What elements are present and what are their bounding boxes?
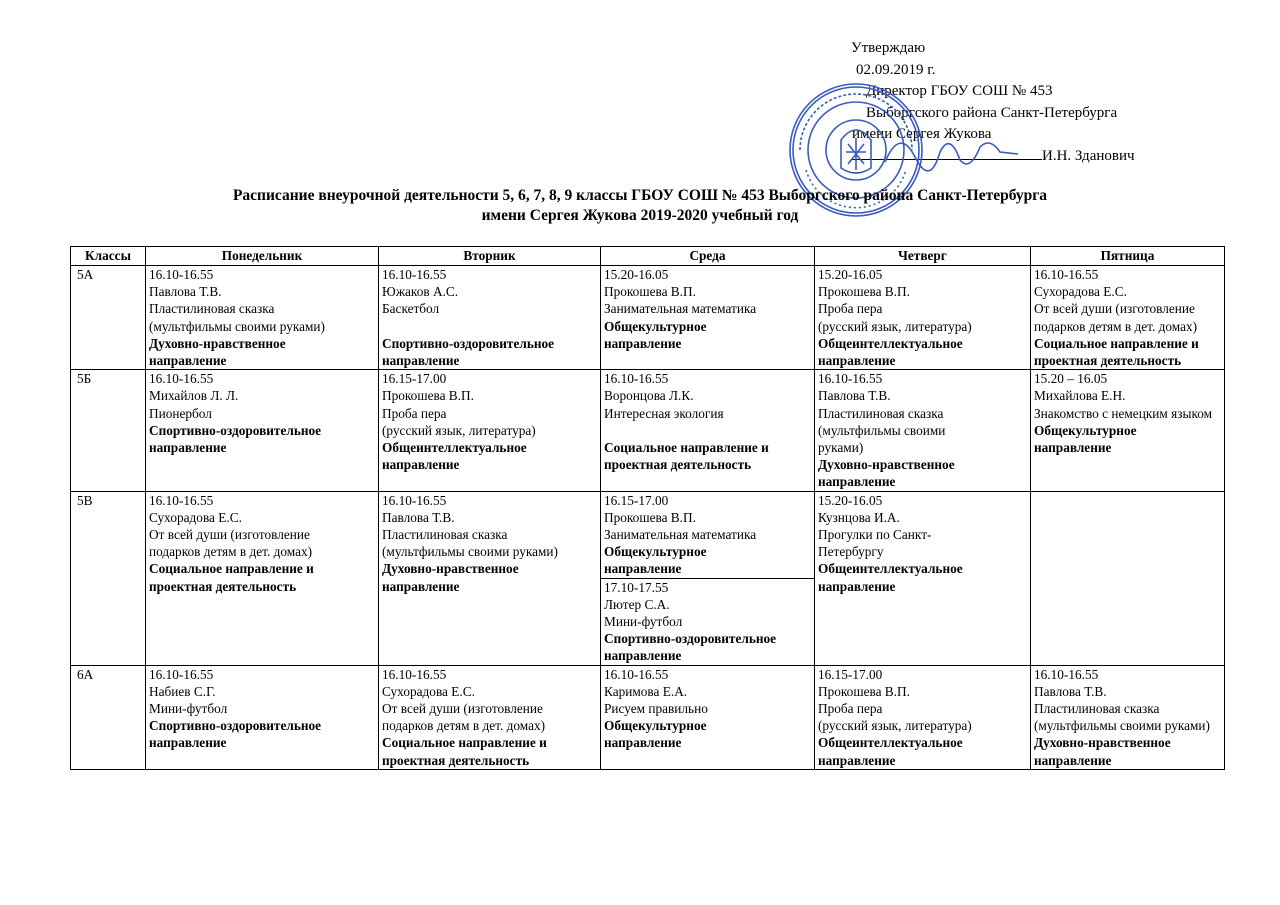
schedule-cell (146, 491, 379, 665)
activity-teacher: Лютер С.А. (604, 596, 670, 612)
activity-name: подарков детям в дет. домах) (1034, 318, 1198, 334)
activity-name: подарков детям в дет. домах) (382, 718, 546, 734)
activity-time: 15.20-16.05 (604, 267, 669, 282)
class-cell: 5Б (71, 370, 146, 491)
activity-teacher: Прокошева В.П. (604, 284, 696, 300)
schedule-cell (601, 370, 815, 491)
activity-direction: Духовно-нравственное (382, 561, 519, 577)
schedule-cell (1031, 370, 1225, 491)
schedule-cell (601, 491, 815, 665)
activity-teacher: Павлова Т.В. (1034, 683, 1107, 699)
class-cell: 5В (71, 491, 146, 665)
schedule-cell (1031, 491, 1225, 665)
activity-time: 16.10-16.55 (149, 666, 214, 682)
schedule-cell (815, 266, 1031, 370)
activity-direction: Спортивно-оздоровительное (604, 631, 777, 647)
activity-name: Проба пера (382, 405, 447, 421)
approval-signatory: И.Н. Зданович (1042, 147, 1135, 164)
activity-direction: направление (818, 752, 896, 768)
activity-direction: направление (818, 578, 896, 594)
activity-time: 16.10-16.55 (604, 371, 669, 387)
activity-teacher: Павлова Т.В. (818, 388, 891, 404)
activity-name (604, 422, 811, 439)
header-wednesday: Среда (601, 247, 815, 266)
activity-time: 16.10-16.55 (382, 492, 447, 508)
activity-teacher: Прокошева В.П. (818, 683, 910, 699)
activity-direction: Общеинтеллектуальное (818, 561, 963, 577)
activity-direction: направление (382, 578, 460, 594)
schedule-cell (815, 665, 1031, 769)
activity-time: 15.20-16.05 (818, 492, 883, 508)
activity-direction: Общеинтеллектуальное (818, 735, 963, 751)
activity-direction: Общеинтеллектуальное (382, 440, 527, 456)
approval-date: 02.09.2019 г. (856, 61, 936, 78)
activity-name: (русский язык, литература) (818, 318, 972, 334)
activity-time: 16.10-16.55 (1034, 267, 1099, 282)
activity-time: 16.10-16.55 (149, 267, 214, 282)
activity-direction: направление (149, 353, 227, 369)
activity-teacher: Набиев С.Г. (149, 683, 216, 699)
activity-name: Проба пера (818, 301, 883, 317)
page-title (60, 186, 1220, 226)
activity-name: Занимательная математика (604, 301, 757, 317)
activity-direction: Социальное направление и (149, 561, 314, 577)
activity-direction: Спортивно-оздоровительное (149, 422, 322, 438)
activity-time: 16.10-16.55 (149, 492, 214, 508)
activity-teacher: Павлова Т.В. (382, 509, 455, 525)
activity-direction: Духовно-нравственное (1034, 735, 1171, 751)
approval-heading: Утверждаю (851, 40, 926, 56)
schedule-cell (1031, 665, 1225, 769)
activity-direction: Спортивно-оздоровительное (149, 718, 322, 734)
activity-name: Проба пера (818, 701, 883, 717)
activity-name: Пластилиновая сказка (382, 527, 508, 543)
schedule-cell (379, 370, 601, 491)
header-monday: Понедельник (146, 247, 379, 266)
activity-teacher: Прокошева В.П. (382, 388, 474, 404)
activity-direction: Социальное направление и (382, 735, 547, 751)
header-thursday: Четверг (815, 247, 1031, 266)
activity-name: Интересная экология (604, 405, 724, 421)
activity-teacher: Каримова Е.А. (604, 683, 688, 699)
activity-name: подарков детям в дет. домах) (149, 544, 313, 560)
schedule-cell (146, 266, 379, 370)
approval-position: Директор ГБОУ СОШ № 453 (866, 83, 1053, 99)
activity-name: Пластилиновая сказка (1034, 701, 1160, 717)
schedule-cell (1031, 266, 1225, 370)
activity-name: От всей души (изготовление (382, 701, 543, 717)
activity-name: От всей души (изготовление (149, 527, 310, 543)
activity-direction: направление (818, 474, 896, 490)
activity-direction: Социальное направление и (1034, 335, 1199, 351)
table-row (71, 491, 1225, 665)
activity-direction: направление (1034, 440, 1112, 456)
approval-district: Выборгского района Санкт-Петербурга (866, 104, 1118, 121)
activity-time: 16.10-16.55 (1034, 666, 1099, 682)
activity-teacher: Михайлов Л. Л. (149, 388, 239, 404)
activity-direction: направление (1034, 752, 1112, 768)
activity-name: Рисуем правильно (604, 701, 708, 717)
activity-time: 16.10-16.55 (604, 666, 669, 682)
activity-time: 17.10-17.55 (604, 579, 669, 595)
activity-direction: Общеинтеллектуальное (818, 335, 963, 351)
activity-direction: Общекультурное (1034, 422, 1137, 438)
activity-direction: направление (818, 353, 896, 369)
activity-name: (мультфильмы своими руками) (382, 544, 558, 560)
activity-teacher: Сухорадова Е.С. (382, 683, 475, 699)
activity-time: 16.10-16.55 (382, 267, 447, 282)
activity-direction: направление (149, 440, 227, 456)
schedule-cell (601, 665, 815, 769)
title-line-2: имени Сергея Жукова 2019-2020 учебный год (481, 207, 799, 224)
activity-teacher: Сухорадова Е.С. (149, 509, 242, 525)
activity-time: 16.15-17.00 (818, 666, 883, 682)
activity-name (382, 318, 597, 335)
activity-direction: проектная деятельность (382, 752, 530, 768)
activity-name: (русский язык, литература) (382, 422, 536, 438)
activity-name: (мультфильмы своими руками) (1034, 718, 1210, 734)
schedule-entry (601, 492, 814, 579)
activity-name: Знакомство с немецким языком (1034, 405, 1213, 421)
title-line-1: Расписание внеурочной деятельности 5, 6, 7, 8, 9 классы ГБОУ СОШ № 453 Выборгского района Санкт-Петербурга (232, 187, 1048, 204)
activity-name: руками) (818, 440, 864, 456)
activity-direction: Общекультурное (604, 718, 707, 734)
schedule-cell (146, 665, 379, 769)
activity-teacher: Михайлова Е.Н. (1034, 388, 1126, 404)
activity-teacher: Прокошева В.П. (818, 284, 910, 300)
header-classes: Классы (71, 247, 146, 266)
activity-direction: Спортивно-оздоровительное (382, 335, 555, 351)
activity-name: Прогулки по Санкт- (818, 527, 932, 543)
schedule-cell (601, 266, 815, 370)
activity-direction: Социальное направление и (604, 440, 769, 456)
table-header-row (71, 247, 1225, 266)
activity-name: Пластилиновая сказка (818, 405, 944, 421)
activity-teacher: Павлова Т.В. (149, 284, 222, 300)
activity-direction: Общекультурное (604, 318, 707, 334)
schedule-entry (604, 579, 811, 665)
activity-name: (мультфильмы своими руками) (149, 318, 325, 334)
activity-direction: направление (604, 335, 682, 351)
activity-name: Пионербол (149, 405, 212, 421)
schedule-cell (815, 370, 1031, 491)
activity-direction: направление (382, 353, 460, 369)
schedule-cell (146, 370, 379, 491)
activity-time: 15.20 – 16.05 (1034, 371, 1108, 387)
header-friday: Пятница (1031, 247, 1225, 266)
activity-direction: направление (604, 648, 682, 664)
class-cell: 5А (71, 266, 146, 370)
approval-school-name: имени Сергея Жукова (852, 126, 992, 142)
table-row (71, 370, 1225, 491)
activity-direction: проектная деятельность (604, 457, 752, 473)
activity-name: Мини-футбол (604, 614, 683, 630)
activity-teacher: Сухорадова Е.С. (1034, 284, 1127, 300)
table-row (71, 266, 1225, 370)
activity-name: Занимательная математика (604, 527, 757, 543)
activity-name: От всей души (изготовление (1034, 301, 1195, 317)
schedule-cell (379, 491, 601, 665)
schedule-cell (815, 491, 1031, 665)
activity-time: 16.10-16.55 (818, 371, 883, 387)
activity-direction: Духовно-нравственное (818, 457, 955, 473)
activity-teacher: Южаков А.С. (382, 284, 459, 300)
activity-direction: направление (604, 561, 682, 577)
activity-name: Баскетбол (382, 301, 440, 317)
activity-time: 16.10-16.55 (382, 666, 447, 682)
activity-time: 16.15-17.00 (382, 371, 447, 387)
activity-direction: направление (604, 735, 682, 751)
activity-time: 16.15-17.00 (604, 492, 669, 508)
activity-name: Петербургу (818, 544, 884, 560)
activity-direction: направление (382, 457, 460, 473)
activity-teacher: Прокошева В.П. (604, 509, 696, 525)
activity-name: Пластилиновая сказка (149, 301, 275, 317)
activity-time: 16.10-16.55 (149, 371, 214, 387)
activity-direction: проектная деятельность (1034, 353, 1182, 369)
schedule-cell (379, 665, 601, 769)
signature-icon (880, 122, 1020, 182)
activity-name: (русский язык, литература) (818, 718, 972, 734)
activity-direction: Общекультурное (604, 544, 707, 560)
activity-direction: проектная деятельность (149, 578, 297, 594)
schedule-cell (379, 266, 601, 370)
activity-name: (мультфильмы своими (818, 422, 946, 438)
activity-teacher: Воронцова Л.К. (604, 388, 694, 404)
activity-direction: Духовно-нравственное (149, 335, 286, 351)
activity-teacher: Кузнцова И.А. (818, 509, 900, 525)
table-row (71, 665, 1225, 769)
activity-time: 15.20-16.05 (818, 267, 883, 282)
header-tuesday: Вторник (379, 247, 601, 266)
class-cell: 6А (71, 665, 146, 769)
schedule-table (70, 246, 1225, 770)
activity-direction: направление (149, 735, 227, 751)
activity-name: Мини-футбол (149, 701, 228, 717)
